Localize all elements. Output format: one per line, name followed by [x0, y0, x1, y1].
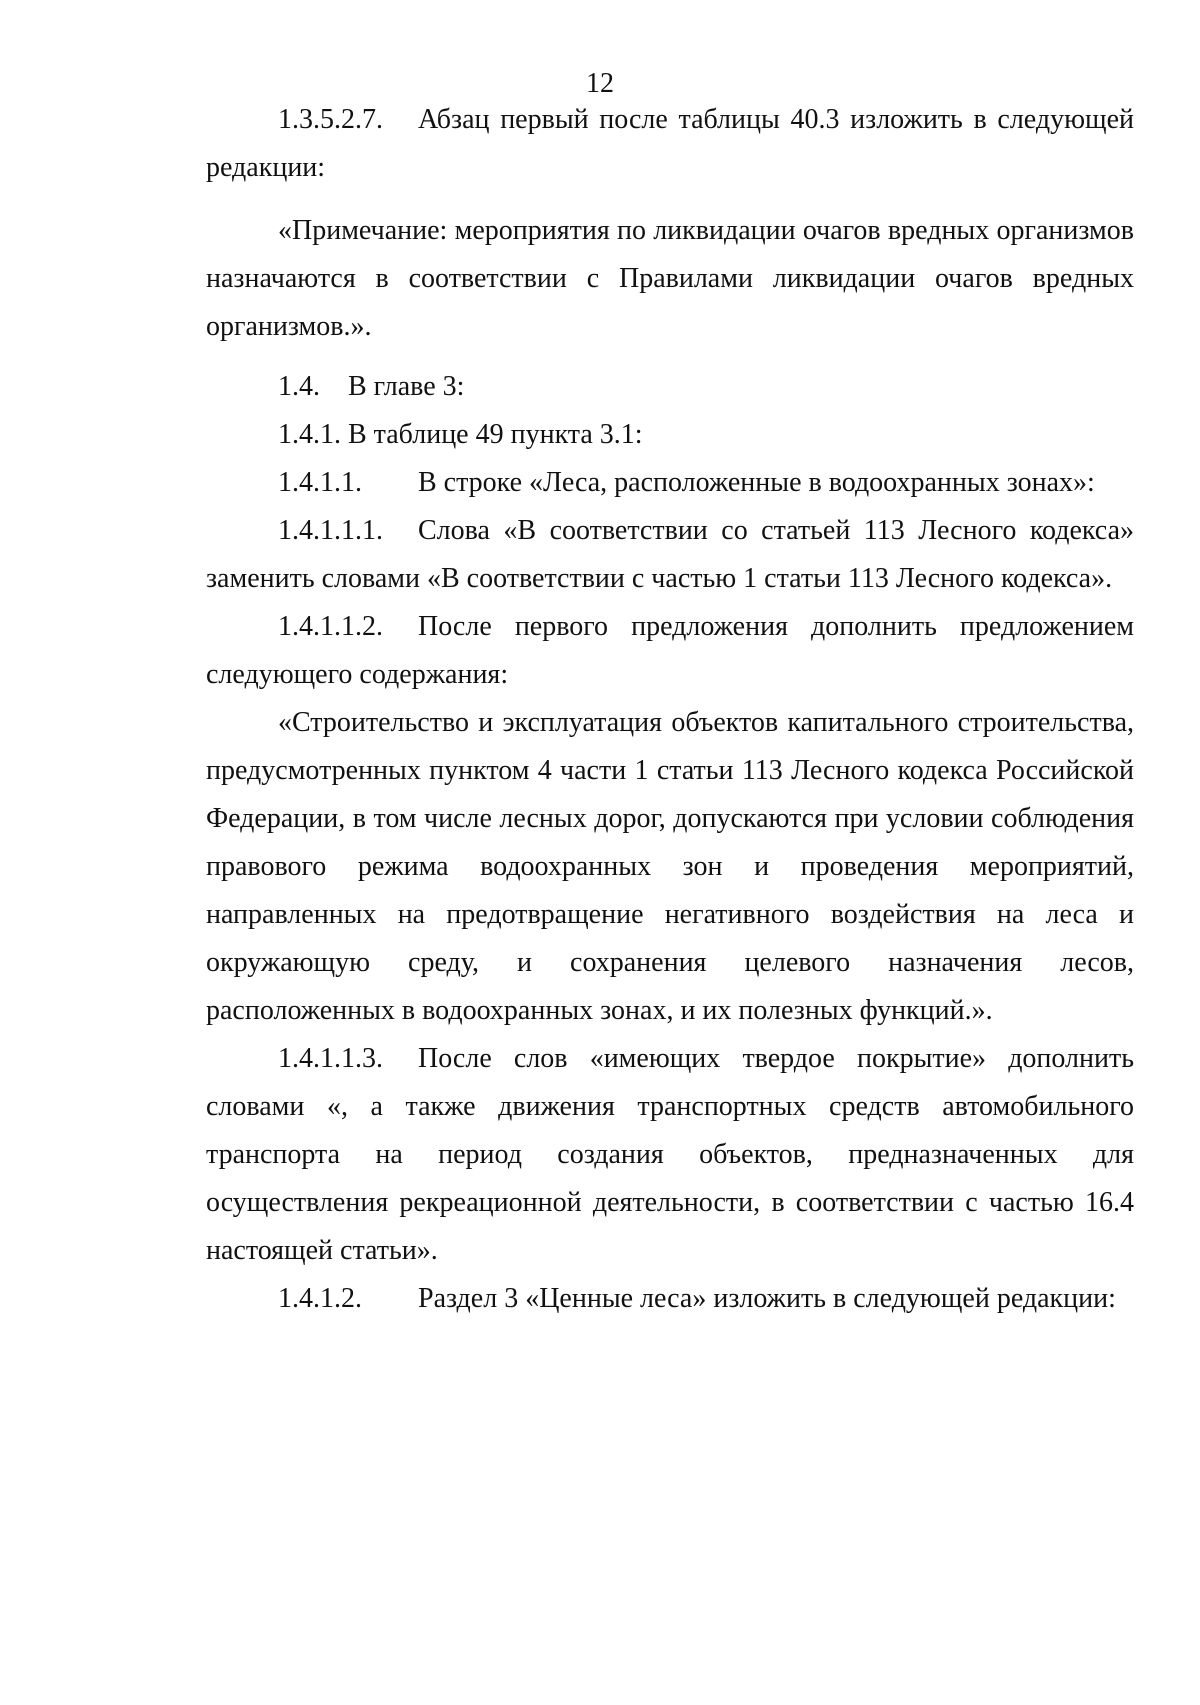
paragraph-1-3-5-2-7	[206, 96, 1134, 192]
clause-number: 1.4.	[278, 371, 320, 402]
paragraph-1-4-1-1	[206, 459, 1134, 507]
clause-number: 1.4.1.1.2.	[278, 611, 383, 642]
clause-text: В главе 3:	[348, 371, 465, 402]
clause-number: 1.3.5.2.7.	[278, 104, 383, 135]
paragraph-note	[206, 207, 1134, 351]
clause-text: После слов «имеющих твердое покрытие» дополнить словами «, а также движения транспортных средств автомобильного транспорта на период создания объектов, предназначенных для осуществления рекреационной деятельности, в соответствии с частью 16.4 настоящей статьи».	[206, 1043, 1134, 1266]
paragraph-1-4	[206, 363, 1134, 411]
clause-text: 1.4.1. В таблице 49 пункта 3.1:	[278, 419, 643, 450]
paragraph-1-4-1-2	[206, 1275, 1134, 1323]
clause-text: «Примечание: мероприятия по ликвидации очагов вредных организмов назначаются в соответствии с Правилами ликвидации очагов вредных организмов.».	[206, 215, 1134, 342]
paragraph-1-4-1	[206, 411, 1134, 459]
paragraph-quote-construction	[206, 699, 1134, 1035]
clause-number: 1.4.1.1.1.	[278, 515, 383, 546]
paragraph-1-4-1-1-2	[206, 603, 1134, 699]
clause-text: После первого предложения дополнить предложением следующего содержания:	[206, 611, 1134, 690]
clause-text: В строке «Леса, расположенные в водоохранных зонах»:	[418, 467, 1095, 498]
clause-text: Абзац первый после таблицы 40.3 изложить в следующей редакции:	[206, 104, 1134, 183]
clause-number: 1.4.1.2.	[278, 1283, 362, 1314]
paragraph-1-4-1-1-3	[206, 1035, 1134, 1275]
paragraph-1-4-1-1-1	[206, 507, 1134, 603]
clause-number: 1.4.1.1.3.	[278, 1043, 383, 1074]
clause-text: Слова «В соответствии со статьей 113 Лесного кодекса» заменить словами «В соответствии с частью 1 статьи 113 Лесного кодекса».	[206, 515, 1134, 594]
page-number: 12	[586, 68, 614, 99]
document-body	[206, 96, 1134, 1323]
clause-text: Раздел 3 «Ценные леса» изложить в следующей редакции:	[418, 1283, 1116, 1314]
clause-number: 1.4.1.1.	[278, 467, 362, 498]
clause-text: «Строительство и эксплуатация объектов капитального строительства, предусмотренных пунктом 4 части 1 статьи 113 Лесного кодекса Российской Федерации, в том числе лесных дорог, допускаются при условии соблюдения правового режима водоохранных зон и проведения мероприятий, направленных на предотвращение негативного воздействия на леса и окружающую среду, и сохранения целевого назначения лесов, расположенных в водоохранных зонах, и их полезных функций.».	[206, 707, 1134, 1026]
